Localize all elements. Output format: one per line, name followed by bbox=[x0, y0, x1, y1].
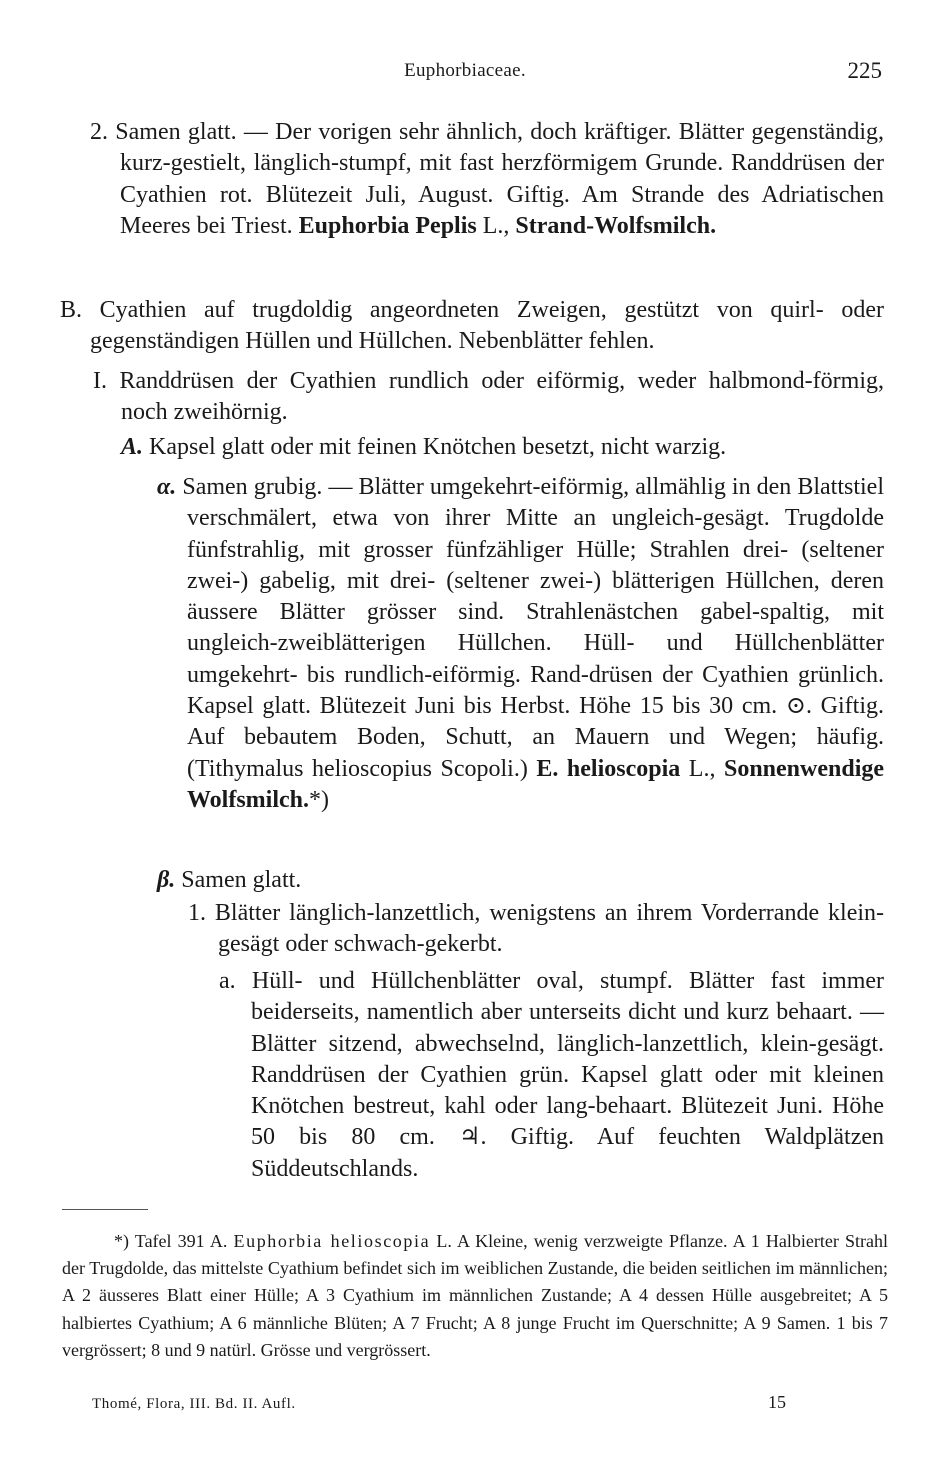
species-name: Euphorbia Peplis bbox=[298, 212, 477, 239]
species-author: L., bbox=[688, 755, 716, 782]
entry-label: a. bbox=[219, 968, 236, 994]
signature-number: 15 bbox=[768, 1392, 786, 1412]
species-name: E. helioscopia bbox=[536, 755, 681, 782]
publication-info: Thomé, Flora, III. Bd. II. Aufl. bbox=[92, 1396, 296, 1412]
entry-label: 1. bbox=[188, 900, 206, 926]
entry-label: A. bbox=[121, 434, 144, 460]
entry-B bbox=[60, 295, 885, 358]
page-number: 225 bbox=[847, 58, 882, 83]
running-header: Euphorbiaceae. bbox=[404, 60, 526, 81]
entry-label: B. bbox=[60, 297, 83, 323]
entry-A bbox=[121, 432, 884, 463]
species-author: L., bbox=[482, 212, 510, 239]
common-name: Strand-Wolfsmilch. bbox=[515, 212, 717, 239]
entry-label: I. bbox=[93, 368, 107, 394]
entry-label: 2. bbox=[90, 119, 108, 145]
entry-text: Cyathien auf trugdoldig angeordneten Zweigen, gestützt von quirl- oder gegenständigen Hüllen und Hüllchen. Nebenblätter fehlen. bbox=[90, 297, 885, 355]
footnote-plate: Tafel 391 A. bbox=[134, 1231, 228, 1251]
entry-beta bbox=[157, 865, 884, 896]
footnote-species: Euphorbia helioscopia bbox=[233, 1231, 431, 1251]
entry-2 bbox=[90, 117, 885, 242]
entry-I bbox=[93, 366, 884, 429]
entry-text: Samen glatt. bbox=[181, 867, 302, 893]
entry-a bbox=[219, 966, 885, 1185]
footnote-reference: *) bbox=[309, 786, 330, 813]
footnote-divider bbox=[62, 1209, 148, 1210]
entry-text: Blätter länglich-lanzettlich, wenigstens an ihrem Vorderrande klein-gesägt oder schwach-gekerbt. bbox=[214, 900, 885, 958]
entry-text: Kapsel glatt oder mit feinen Knötchen besetzt, nicht warzig. bbox=[149, 434, 727, 460]
common-name: Sonnenwendige Wolfsmilch. bbox=[187, 755, 885, 813]
footnote bbox=[62, 1228, 888, 1364]
entry-text: Randdrüsen der Cyathien rundlich oder eiförmig, weder halbmond-förmig, noch zweihörnig. bbox=[119, 368, 884, 426]
entry-text: Hüll- und Hüllchenblätter oval, stumpf. Blätter fast immer beiderseits, namentlich aber unterseits dicht und kurz behaart. — Blätter sitzend, abwechselnd, länglich-lanzettlich, klein-gesägt. Randdrüsen der Cyathien grün. Kapsel glatt oder mit kleinen Knötchen bestreut, kahl oder lang-behaart. Blütezeit Juni. Höhe 50 bis 80 cm. ♃. Giftig. Auf feuchten Waldplätzen Süddeutschlands. bbox=[251, 968, 885, 1182]
entry-label: α. bbox=[157, 474, 177, 500]
entry-text: Samen glatt. — Der vorigen sehr ähnlich, doch kräftiger. Blätter gegenständig, kurz-gestielt, länglich-stumpf, mit fast herzförmigem Grunde. Randdrüsen der Cyathien rot. Blütezeit Juli, August. Giftig. Am Strande des Adriatischen Meeres bei Triest. bbox=[115, 119, 885, 239]
entry-alpha bbox=[157, 472, 885, 816]
entry-1 bbox=[188, 898, 885, 961]
entry-text: Samen grubig. — Blätter umgekehrt-eiförmig, allmählig in den Blattstiel verschmälert, etwa von ihrer Mitte an ungleich-gesägt. Trugdolde fünfstrahlig, mit grosser fünfzähliger Hülle; Strahlen drei- (seltener zwei-) gabelig, mit drei- (seltener zwei-) blätterigen Hüllchen, deren äussere Blätter grösser sind. Strahlenästchen gabel-spaltig, mit ungleich-zweiblätterigen Hüllchen. Hüll- und Hüllchenblätter umgekehrt- bis rundlich-eiförmig. Rand-drüsen der Cyathien grünlich. Kapsel glatt. Blütezeit Juni bis Herbst. Höhe 15 bis 30 cm. ⊙. Giftig. Auf bebautem Boden, Schutt, an Mauern und Wegen; häufig. (Tithymalus helioscopius Scopoli.) bbox=[182, 474, 884, 782]
entry-label: β. bbox=[157, 867, 176, 893]
footnote-text: L. A Kleine, wenig verzweigte Pflanze. A 1 Halbierter Strahl der Trugdolde, das mittelste Cyathium befindet sich im weiblichen Zustande, die beiden seitlichen im männlichen; A 2 äusseres Blatt einer Hülle; A 3 Cyathium im männlichen Zustande; A 4 dessen Hülle ausgebreitet; A 5 halbiertes Cyathium; A 6 männliche Blüten; A 7 Frucht; A 8 junge Frucht im Querschnitte; A 9 Samen. 1 bis 7 vergrössert; 8 und 9 natürl. Grösse und vergrössert. bbox=[62, 1231, 889, 1360]
footnote-mark: *) bbox=[114, 1231, 129, 1251]
